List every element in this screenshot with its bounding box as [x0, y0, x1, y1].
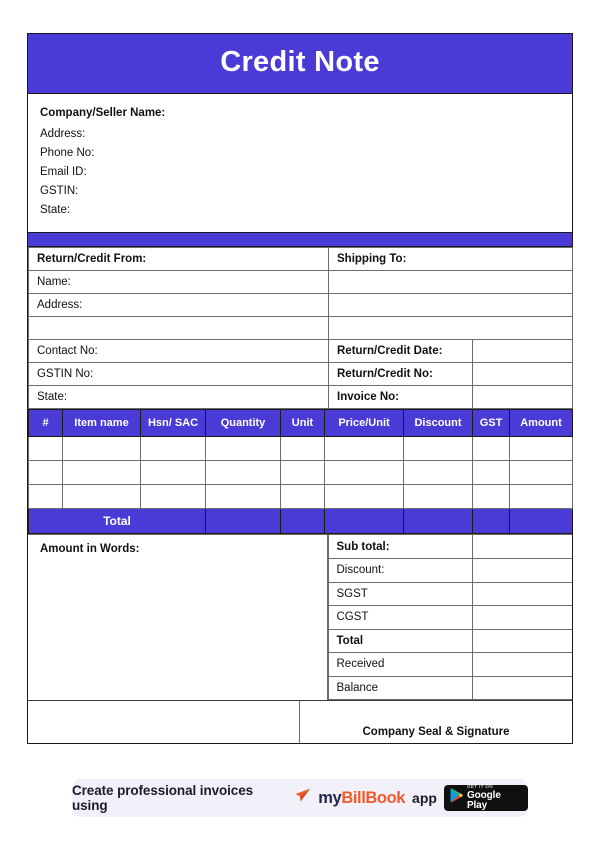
google-play-wordmark: Google Play [466, 789, 501, 811]
balance-value[interactable] [472, 676, 572, 700]
totals-block [328, 535, 573, 700]
promo-text: Create professional invoices using [72, 783, 254, 813]
buyer-state-label: State: [29, 386, 329, 409]
cell-price-per-unit[interactable] [325, 437, 404, 461]
promo-app-word: app [412, 790, 437, 806]
total-price-per-unit [325, 509, 404, 534]
cell-hsn-sac[interactable] [141, 485, 206, 509]
cell-discount[interactable] [404, 461, 473, 485]
credit-note-document [27, 33, 573, 744]
total-label: Total [29, 509, 206, 534]
table-row [328, 676, 572, 700]
cell-gst[interactable] [473, 437, 510, 461]
company-seal-signature-cell[interactable] [300, 701, 572, 743]
cell-amount[interactable] [510, 485, 573, 509]
buyer-name-label: Name: [29, 271, 329, 294]
invoice-no-value[interactable] [473, 386, 573, 409]
amount-in-words-block [28, 535, 328, 700]
signature-left-cell[interactable] [28, 701, 300, 743]
line-items-header-row [29, 410, 573, 437]
google-play-badge[interactable] [444, 785, 528, 811]
cell-gst[interactable] [473, 461, 510, 485]
column-header-index: # [29, 410, 63, 437]
cell-index[interactable] [29, 461, 63, 485]
table-row [29, 340, 573, 363]
cell-quantity[interactable] [206, 461, 281, 485]
table-row [29, 386, 573, 409]
column-header-hsn-sac: Hsn/ SAC [141, 410, 206, 437]
table-row [328, 582, 572, 606]
cell-hsn-sac[interactable] [141, 461, 206, 485]
invoice-no-label: Invoice No: [329, 386, 473, 409]
return-credit-date-label: Return/Credit Date: [329, 340, 473, 363]
table-row [29, 294, 573, 317]
grand-total-value[interactable] [472, 629, 572, 653]
brand-my-text: my [318, 788, 342, 807]
cgst-value[interactable] [472, 606, 572, 630]
received-label: Received [328, 653, 472, 677]
shipping-address-value[interactable] [329, 294, 573, 317]
sgst-label: SGST [328, 582, 472, 606]
discount-value[interactable] [472, 559, 572, 583]
table-row [328, 629, 572, 653]
seller-state-label: State: [40, 204, 71, 216]
table-row [29, 363, 573, 386]
column-header-item-name: Item name [63, 410, 141, 437]
mybillbook-logo [318, 789, 405, 808]
return-credit-from-heading: Return/Credit From: [29, 248, 329, 271]
return-credit-no-label: Return/Credit No: [329, 363, 473, 386]
total-amount [510, 509, 573, 534]
seller-details-block [28, 94, 572, 232]
received-value[interactable] [472, 653, 572, 677]
line-items-table [28, 409, 573, 534]
cell-amount[interactable] [510, 437, 573, 461]
total-discount [404, 509, 473, 534]
signature-section [28, 700, 572, 743]
buyer-address-label: Address: [29, 294, 329, 317]
column-header-gst: GST [473, 410, 510, 437]
cell-item-name[interactable] [63, 461, 141, 485]
table-row [29, 271, 573, 294]
seller-email-label: Email ID: [40, 166, 87, 178]
table-row [29, 485, 573, 509]
table-row [29, 317, 573, 340]
return-credit-no-value[interactable] [473, 363, 573, 386]
return-credit-date-value[interactable] [473, 340, 573, 363]
section-divider-strip [28, 232, 572, 247]
discount-label: Discount: [328, 559, 472, 583]
total-unit [281, 509, 325, 534]
table-row [328, 606, 572, 630]
sgst-value[interactable] [472, 582, 572, 606]
document-title: Credit Note [28, 34, 572, 94]
line-items-total-row [29, 509, 573, 534]
cell-item-name[interactable] [63, 437, 141, 461]
seller-gstin-label: GSTIN: [40, 185, 79, 197]
cell-index[interactable] [29, 485, 63, 509]
google-play-get-it-on: GET IT ON [466, 784, 493, 790]
cell-unit[interactable] [281, 461, 325, 485]
parties-table [28, 247, 573, 409]
brand-billbook-text: BillBook [341, 788, 406, 807]
amount-in-words-label: Amount in Words: [40, 543, 140, 555]
table-row [29, 461, 573, 485]
cell-quantity[interactable] [206, 437, 281, 461]
table-row [29, 437, 573, 461]
total-quantity [206, 509, 281, 534]
cell-amount[interactable] [510, 461, 573, 485]
sub-total-label: Sub total: [328, 535, 472, 559]
column-header-price-per-unit: Price/Unit [325, 410, 404, 437]
column-header-discount: Discount [404, 410, 473, 437]
column-header-quantity: Quantity [206, 410, 281, 437]
shipping-name-value[interactable] [329, 271, 573, 294]
cell-index[interactable] [29, 437, 63, 461]
cell-item-name[interactable] [63, 485, 141, 509]
cell-discount[interactable] [404, 485, 473, 509]
seller-name-label: Company/Seller Name: [40, 107, 166, 119]
buyer-blank-cell[interactable] [29, 317, 329, 340]
buyer-gstin-label: GSTIN No: [29, 363, 329, 386]
buyer-contact-label: Contact No: [29, 340, 329, 363]
seller-phone-label: Phone No: [40, 147, 95, 159]
cell-gst[interactable] [473, 485, 510, 509]
column-header-unit: Unit [281, 410, 325, 437]
cell-hsn-sac[interactable] [141, 437, 206, 461]
balance-label: Balance [328, 676, 472, 700]
seller-address-label: Address: [40, 128, 86, 140]
table-row [328, 653, 572, 677]
cell-price-per-unit[interactable] [325, 461, 404, 485]
cgst-label: CGST [328, 606, 472, 630]
cell-price-per-unit[interactable] [325, 485, 404, 509]
column-header-amount: Amount [510, 410, 573, 437]
table-row [328, 535, 572, 559]
summary-section [28, 534, 572, 700]
shipping-to-heading: Shipping To: [329, 248, 573, 271]
google-play-badge-text [467, 785, 522, 811]
paper-plane-icon [294, 788, 311, 808]
cell-unit[interactable] [281, 485, 325, 509]
grand-total-label: Total [328, 629, 472, 653]
cell-unit[interactable] [281, 437, 325, 461]
sub-total-value[interactable] [472, 535, 572, 559]
google-play-icon [450, 788, 463, 808]
cell-discount[interactable] [404, 437, 473, 461]
cell-quantity[interactable] [206, 485, 281, 509]
table-row [29, 248, 573, 271]
promo-banner [72, 779, 528, 817]
company-seal-signature-label: Company Seal & Signature [362, 726, 510, 738]
total-gst [473, 509, 510, 534]
table-row [328, 559, 572, 583]
shipping-blank-cell[interactable] [329, 317, 573, 340]
totals-table [328, 535, 573, 700]
